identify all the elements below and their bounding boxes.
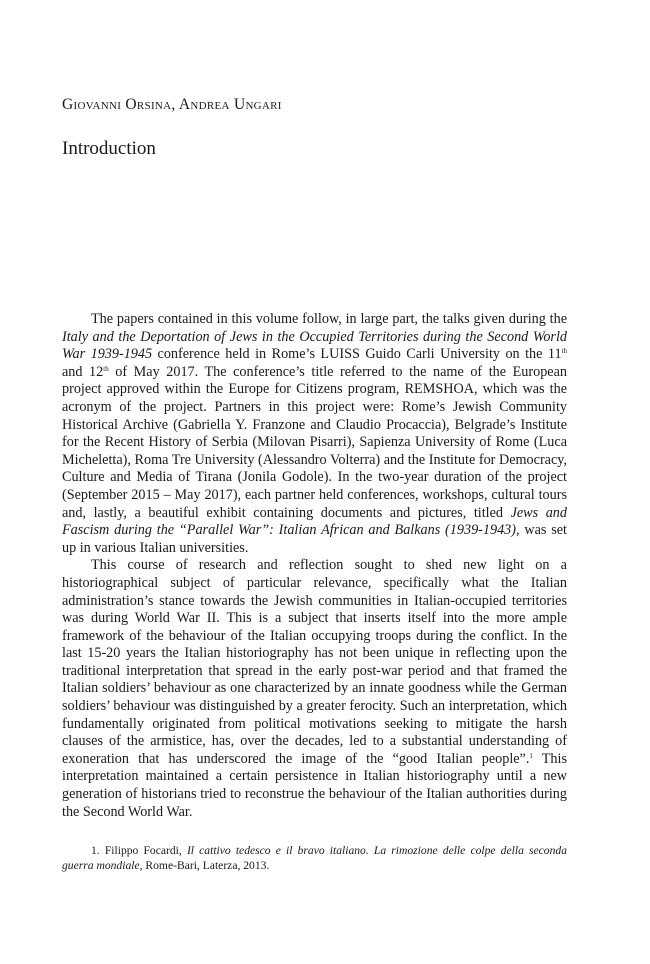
paragraph-1-text-5: , was set up in various Italian universities. (62, 522, 567, 556)
paragraph-2 (62, 557, 567, 821)
footnote-author: Filippo Focardi, (104, 844, 187, 857)
exhibit-title: Jews and Fascism during the “Parallel War”: Italian African and Balkans (1939-1943) (62, 504, 567, 539)
paragraph-1-text-2: conference held in Rome’s LUISS Guido Carli University on the 11 (152, 346, 562, 363)
ordinal-suffix-1: th (561, 347, 568, 356)
footnote-reference[interactable]: 1 (529, 751, 533, 760)
footnote-1 (62, 843, 567, 873)
conference-title: Italy and the Deportation of Jews in the Occupied Territories during the Second World War 1939-1945 (62, 328, 567, 363)
paragraph-1-text-1: The papers contained in this volume follow, in large part, the talks given during the (91, 311, 567, 327)
paragraph-1 (62, 311, 567, 557)
footnote-number: 1. (91, 844, 100, 857)
paragraph-1-text-4: of May 2017. The conference’s title referred to the name of the European project approved within the Europe for Citizens program, REMSHOA, which was the acronym of the project. Partners in this project were: Rome’s Jewish Community Historical Archive (Gabriella Y. Franzone and Claudio Procaccia), Belgrade’s Institute for the Recent History of Serbia (Milovan Pisarri), Sapienza University of Rome (Luca Micheletta), Roma Tre University (Alessandro Volterra) and the Institute for Democracy, Culture and Media of Tirana (Jonila Godole). In the two-year duration of the project (September 2015 – May 2017), each partner held conferences, workshops, cultural tours and, lastly, a beautiful exhibit containing documents and pictures, titled (62, 363, 567, 521)
chapter-authors: Giovanni Orsina, Andrea Ungari (62, 96, 282, 113)
footnote-publisher: , Rome-Bari, Laterza, 2013. (139, 859, 270, 872)
paragraph-1-text-3: and 12 (62, 363, 104, 380)
footnote-book-title: Il cattivo tedesco e il bravo italiano. La rimozione delle colpe della seconda guerra mondiale (62, 844, 567, 872)
chapter-title: Introduction (62, 138, 156, 159)
body-text (62, 311, 567, 821)
paragraph-2-text-2: This interpretation maintained a certain persistence in Italian historiography until a new generation of historians tried to reconstrue the behaviour of the Italian authorities during the Second World War. (62, 750, 567, 820)
paragraph-2-text-1: This course of research and reflection sought to shed new light on a historiographical subject of particular relevance, specifically what the Italian administration’s stance towards the Jewish communities in Italian-occupied territories was during World War II. This is a subject that inserts itself into the more ample framework of the behaviour of the Italian occupying troops during the conflict. In the last 15-20 years the Italian historiography has not been unique in reflecting upon the traditional interpretation that spread in the early post-war period and that framed the Italian soldiers’ behaviour as one characterized by an innate goodness while the German soldiers’ behaviour was distinguished by a greater ferocity. Such an interpretation, which fundamentally originated from political motivations seeking to mitigate the harsh clauses of the armistice, has, over the decades, led to a substantial understanding of exoneration that has underscored the image of the “good Italian people”. (62, 557, 567, 767)
ordinal-suffix-2: th (103, 364, 109, 373)
